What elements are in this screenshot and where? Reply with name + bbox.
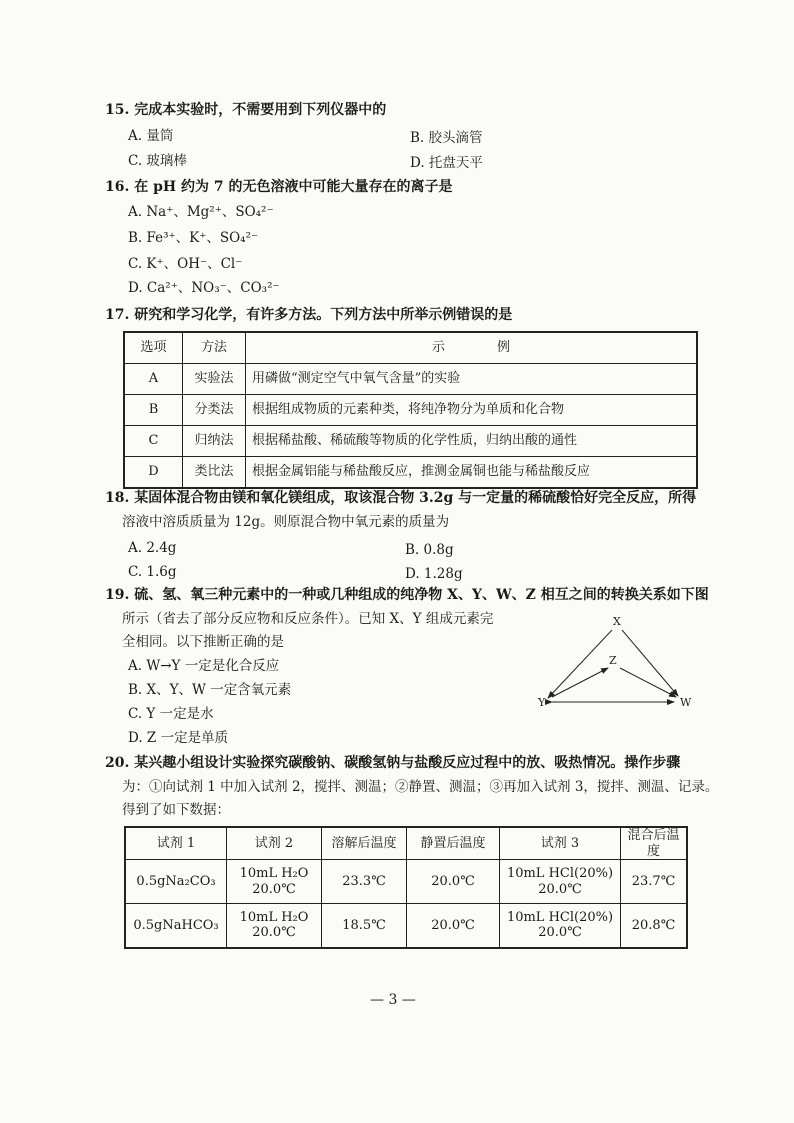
- table-cell: 18.5℃: [322, 904, 407, 948]
- header-cell: 示 例: [246, 332, 698, 364]
- q18-option-b: B. 0.8g: [405, 542, 454, 558]
- q16-option-a: A. Na⁺、Mg²⁺、SO₄²⁻: [128, 204, 274, 220]
- reagent-2-temp: 20.0℃: [252, 925, 296, 941]
- table-header-row: [124, 332, 697, 364]
- arrow-y-to-z: [552, 668, 608, 697]
- node-w-label: W: [680, 696, 692, 709]
- table-cell: 0.5gNa₂CO₃: [125, 860, 227, 904]
- table-cell: [227, 904, 322, 948]
- header-cell: 溶解后温度: [322, 827, 407, 860]
- q18-option-d: D. 1.28g: [405, 566, 463, 582]
- q19-option-b: B. X、Y、W 一定含氧元素: [128, 682, 292, 698]
- q19-stem-line1: 19. 硫、氢、氧三种元素中的一种或几种组成的纯净物 X、Y、W、Z 相互之间的转换关系如下图: [105, 587, 709, 603]
- table-cell: 实验法: [183, 364, 246, 395]
- reagent-3-volume: 10mL HCl(20%): [506, 909, 614, 925]
- q15-option-b: B. 胶头滴管: [410, 130, 483, 146]
- reagent-3-temp: 20.0℃: [538, 925, 582, 941]
- q18-option-a: A. 2.4g: [128, 540, 177, 556]
- node-x-label: X: [613, 615, 621, 628]
- reagent-3-temp: 20.0℃: [538, 881, 582, 897]
- table-cell: D: [124, 457, 183, 489]
- table-cell: 根据金属铝能与稀盐酸反应，推测金属铜也能与稀盐酸反应: [246, 457, 698, 489]
- table-cell: 用磷做“测定空气中氧气含量”的实验: [246, 364, 698, 395]
- q20-data-table: [124, 826, 688, 949]
- table-cell: 根据稀盐酸、稀硫酸等物质的化学性质，归纳出酸的通性: [246, 426, 698, 457]
- table-cell: 20.0℃: [407, 860, 500, 904]
- q20-stem-line3: 得到了如下数据：: [122, 802, 230, 818]
- header-cell: 试剂 2: [227, 827, 322, 860]
- table-cell: 归纳法: [183, 426, 246, 457]
- table-row: [124, 457, 697, 489]
- table-cell: B: [124, 395, 183, 426]
- table-cell: 分类法: [183, 395, 246, 426]
- reagent-3-volume: 10mL HCl(20%): [506, 866, 614, 882]
- q15-option-d: D. 托盘天平: [410, 155, 483, 171]
- header-cell: 静置后温度: [407, 827, 500, 860]
- q18-option-c: C. 1.6g: [128, 564, 177, 580]
- table-row: [124, 364, 697, 395]
- q17-table: [123, 331, 698, 489]
- table-row: [125, 904, 687, 948]
- table-cell: A: [124, 364, 183, 395]
- q20-stem-line1: 20. 某兴趣小组设计实验探究碳酸钠、碳酸氢钠与盐酸反应过程中的放、吸热情况。操作步骤: [105, 755, 681, 771]
- table-cell: 20.0℃: [407, 904, 500, 948]
- q16-option-c: C. K⁺、OH⁻、Cl⁻: [128, 256, 243, 272]
- table-cell: [227, 860, 322, 904]
- table-cell: 根据组成物质的元素种类，将纯净物分为单质和化合物: [246, 395, 698, 426]
- header-cell: 方法: [183, 332, 246, 364]
- header-cell: 试剂 1: [125, 827, 227, 860]
- node-y-label: Y: [538, 696, 546, 709]
- q19-option-c: C. Y 一定是水: [128, 706, 214, 722]
- table-row: [124, 426, 697, 457]
- q15-option-a: A. 量筒: [128, 128, 174, 144]
- table-cell: 0.5gNaHCO₃: [125, 904, 227, 948]
- q19-option-a: A. W→Y 一定是化合反应: [128, 658, 280, 674]
- table-cell: [500, 860, 621, 904]
- q19-option-d: D. Z 一定是单质: [128, 730, 229, 746]
- q17-stem: 17. 研究和学习化学，有许多方法。下列方法中所举示例错误的是: [105, 307, 513, 323]
- table-row: [124, 395, 697, 426]
- table-cell: C: [124, 426, 183, 457]
- reagent-2-volume: 10mL H₂O: [239, 866, 309, 882]
- q16-option-b: B. Fe³⁺、K⁺、SO₄²⁻: [128, 230, 259, 246]
- page-number: — 3 —: [370, 992, 416, 1008]
- reagent-2-volume: 10mL H₂O: [239, 909, 309, 925]
- q19-stem-line2: 所示（省去了部分反应物和反应条件）。已知 X、Y 组成元素完: [122, 611, 494, 627]
- arrow-x-to-w: [622, 630, 678, 696]
- table-cell: 23.3℃: [322, 860, 407, 904]
- reagent-2-temp: 20.0℃: [252, 881, 296, 897]
- table-cell: 类比法: [183, 457, 246, 489]
- q15-option-c: C. 玻璃棒: [128, 153, 187, 169]
- table-header-row: [125, 827, 687, 860]
- q16-stem: 16. 在 pH 约为 7 的无色溶液中可能大量存在的离子是: [105, 179, 453, 195]
- q15-stem: 15. 完成本实验时，不需要用到下列仪器中的: [105, 102, 387, 118]
- header-cell: 混合后温度: [621, 827, 688, 860]
- header-cell: 试剂 3: [500, 827, 621, 860]
- header-cell: 选项: [124, 332, 183, 364]
- q20-stem-line2: 为：①向试剂 1 中加入试剂 2，搅拌、测温；②静置、测温；③再加入试剂 3，搅拌、测温、记录。: [122, 779, 719, 795]
- arrow-z-to-w: [620, 668, 676, 697]
- q16-option-d: D. Ca²⁺、NO₃⁻、CO₃²⁻: [128, 280, 280, 296]
- table-row: [125, 860, 687, 904]
- node-z-label: Z: [609, 654, 617, 667]
- q19-stem-line3: 全相同。以下推断正确的是: [122, 634, 284, 650]
- table-cell: 20.8℃: [621, 904, 688, 948]
- q19-conversion-diagram: [530, 612, 700, 712]
- q18-stem-line2: 溶液中溶质质量为 12g。则原混合物中氧元素的质量为: [122, 514, 450, 530]
- arrow-x-to-y: [548, 630, 612, 698]
- q18-stem-line1: 18. 某固体混合物由镁和氧化镁组成，取该混合物 3.2g 与一定量的稀硫酸恰好完全反应，所得: [105, 490, 697, 506]
- table-cell: 23.7℃: [621, 860, 688, 904]
- table-cell: [500, 904, 621, 948]
